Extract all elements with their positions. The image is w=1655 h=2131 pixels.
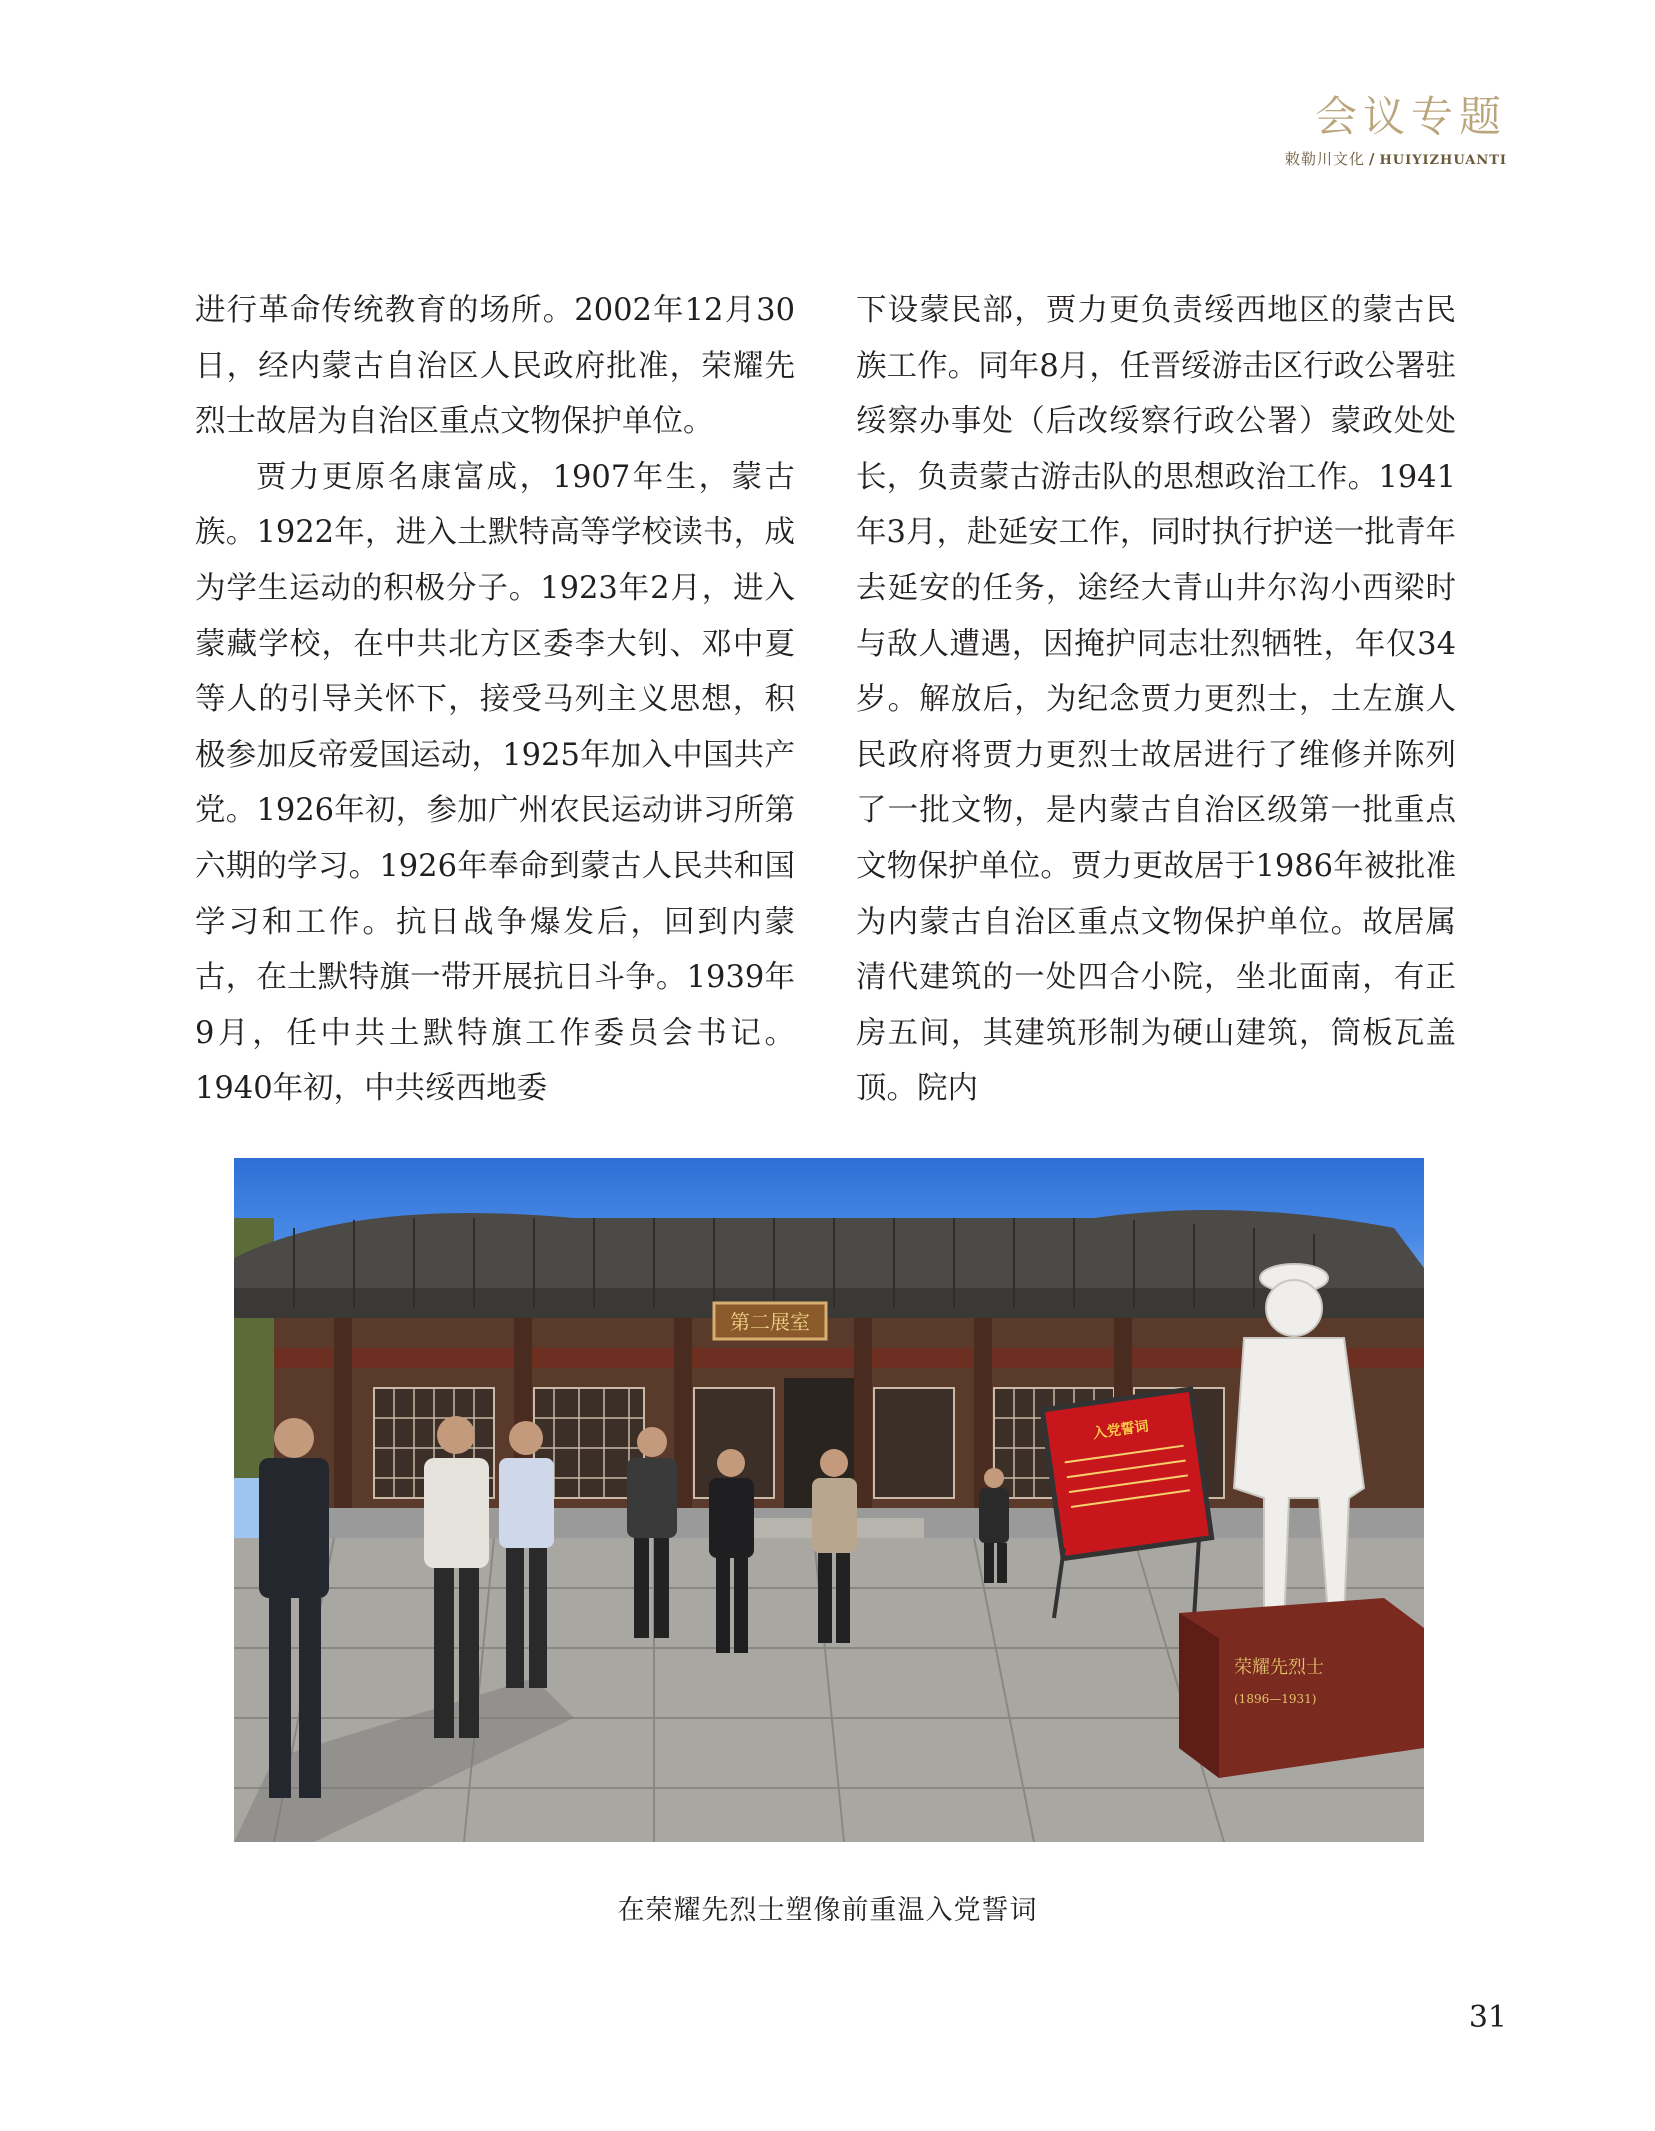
section-pinyin: HUIYIZHUANTI — [1379, 153, 1507, 168]
magazine-name: 敕勒川文化 — [1285, 150, 1366, 168]
paragraph: 进行革命传统教育的场所。2002年12月30日，经内蒙古自治区人民政府批准，荣耀先烈士故居为自治区重点文物保护单位。 — [195, 293, 795, 440]
slash-divider: / — [1369, 150, 1376, 168]
pedestal-name: 荣耀先烈士 — [1234, 1657, 1324, 1678]
hall-plaque: 第二展室 — [730, 1310, 810, 1334]
section-header — [1285, 92, 1507, 169]
pedestal-dates: (1896—1931) — [1234, 1692, 1317, 1706]
section-subtitle — [1285, 148, 1507, 169]
oath-board-title: 入党誓词 — [1091, 1418, 1150, 1443]
paragraph: 贾力更原名康富成，1907年生，蒙古族。1922年，进入土默特高等学校读书，成为学生运动的积极分子。1923年2月，进入蒙藏学校，在中共北方区委李大钊、邓中夏等人的引导关怀下，接受马列主义思想，积极参加反帝爱国运动，1925年加入中国共产党。1926年初，参加广州农民运动讲习所第六期的学习。1926年奉命到蒙古人民共和国学习和工作。抗日战争爆发后，回到内蒙古，在土默特旗一带开展抗日斗争。1939年9月，任中共土默特旗工作委员会书记。1940年初，中共绥西地委 — [195, 459, 795, 1107]
courtyard-photo — [234, 1158, 1424, 1842]
right-text-column — [856, 283, 1456, 1117]
left-text-column — [195, 283, 795, 1117]
paragraph: 下设蒙民部，贾力更负责绥西地区的蒙古民族工作。同年8月，任晋绥游击区行政公署驻绥察办事处（后改绥察行政公署）蒙政处处长，负责蒙古游击队的思想政治工作。1941年3月，赴延安工作，同时执行护送一批青年去延安的任务，途经大青山井尔沟小西梁时与敌人遭遇，因掩护同志壮烈牺牲，年仅34岁。解放后，为纪念贾力更烈士，土左旗人民政府将贾力更烈士故居进行了维修并陈列了一批文物，是内蒙古自治区级第一批重点文物保护单位。贾力更故居于1986年被批准为内蒙古自治区重点文物保护单位。故居属清代建筑的一处四合小院，坐北面南，有正房五间，其建筑形制为硬山建筑，筒板瓦盖顶。院内 — [856, 293, 1456, 1107]
section-title: 会议专题 — [1314, 92, 1507, 141]
photo-caption: 在荣耀先烈士塑像前重温入党誓词 — [617, 1895, 1038, 1926]
page-number: 31 — [1468, 2000, 1507, 2035]
